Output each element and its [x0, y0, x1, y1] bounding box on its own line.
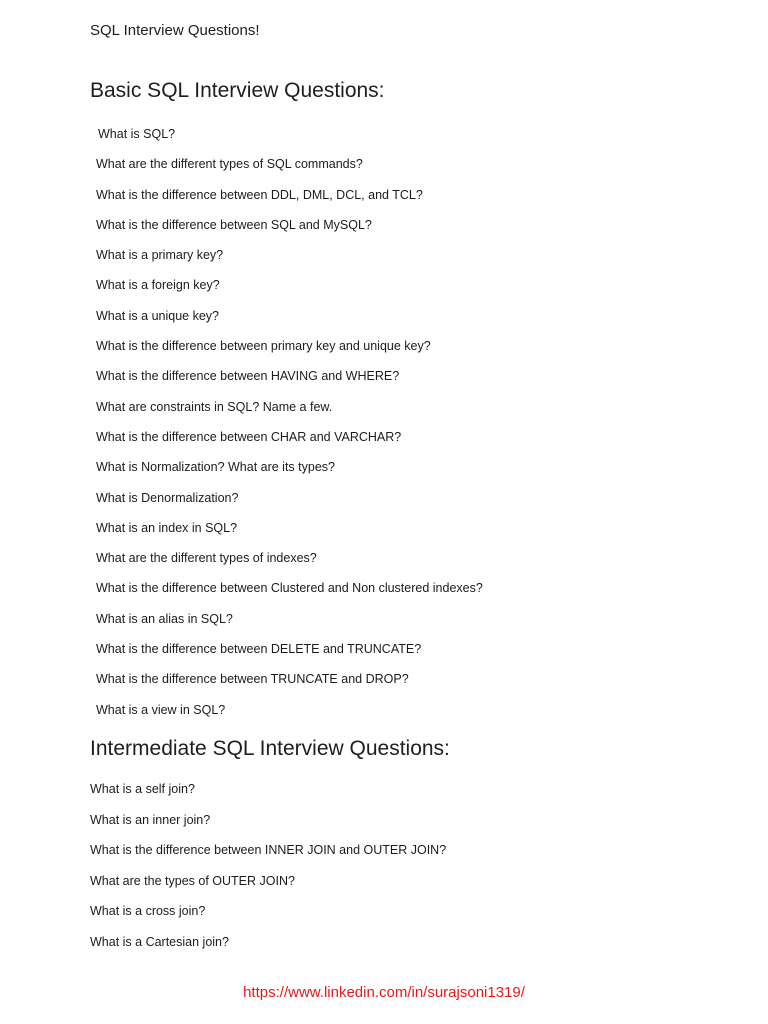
- question-item: What is Normalization? What are its types?: [96, 460, 335, 475]
- question-item: What is a self join?: [90, 782, 195, 796]
- question-item: What is an alias in SQL?: [96, 611, 233, 626]
- question-item: What is the difference between CHAR and VARCHAR?: [96, 429, 402, 444]
- basic-section-heading: Basic SQL Interview Questions:: [90, 79, 385, 102]
- question-item: What is an index in SQL?: [96, 520, 238, 535]
- question-item: What is the difference between primary key and unique key?: [96, 339, 431, 354]
- question-item: What is the difference between Clustered and Non clustered indexes?: [96, 581, 483, 596]
- basic-question-list: [96, 119, 483, 725]
- question-item: What is a foreign key?: [96, 278, 220, 293]
- question-item: What are the types of OUTER JOIN?: [90, 873, 295, 888]
- question-item: What are the different types of SQL commands?: [96, 157, 363, 172]
- question-item: What is a cross join?: [90, 904, 206, 918]
- question-item: What is the difference between TRUNCATE and DROP?: [96, 672, 409, 687]
- intermediate-question-list: [90, 774, 446, 957]
- linkedin-link[interactable]: https://www.linkedin.com/in/surajsoni1319/: [243, 984, 525, 1001]
- question-item: What is the difference between INNER JOIN and OUTER JOIN?: [90, 843, 447, 857]
- page-title: SQL Interview Questions!: [90, 22, 260, 39]
- question-item: What is a unique key?: [96, 308, 219, 323]
- question-item: What is an inner join?: [90, 812, 211, 827]
- intermediate-section-heading: Intermediate SQL Interview Questions:: [90, 737, 450, 760]
- question-item: What is the difference between DDL, DML, DCL, and TCL?: [96, 187, 423, 202]
- question-item: What is the difference between HAVING and WHERE?: [96, 369, 400, 384]
- question-item: What is a Cartesian join?: [90, 934, 229, 949]
- question-item: What are the different types of indexes?: [96, 551, 317, 566]
- question-item: What is the difference between SQL and MySQL?: [96, 217, 372, 232]
- question-item: What is Denormalization?: [96, 490, 239, 505]
- question-item: What are constraints in SQL? Name a few.: [96, 399, 333, 414]
- question-item: What is SQL?: [98, 127, 176, 141]
- question-item: What is a view in SQL?: [96, 702, 226, 717]
- question-item: What is the difference between DELETE and TRUNCATE?: [96, 642, 422, 657]
- question-item: What is a primary key?: [96, 248, 224, 263]
